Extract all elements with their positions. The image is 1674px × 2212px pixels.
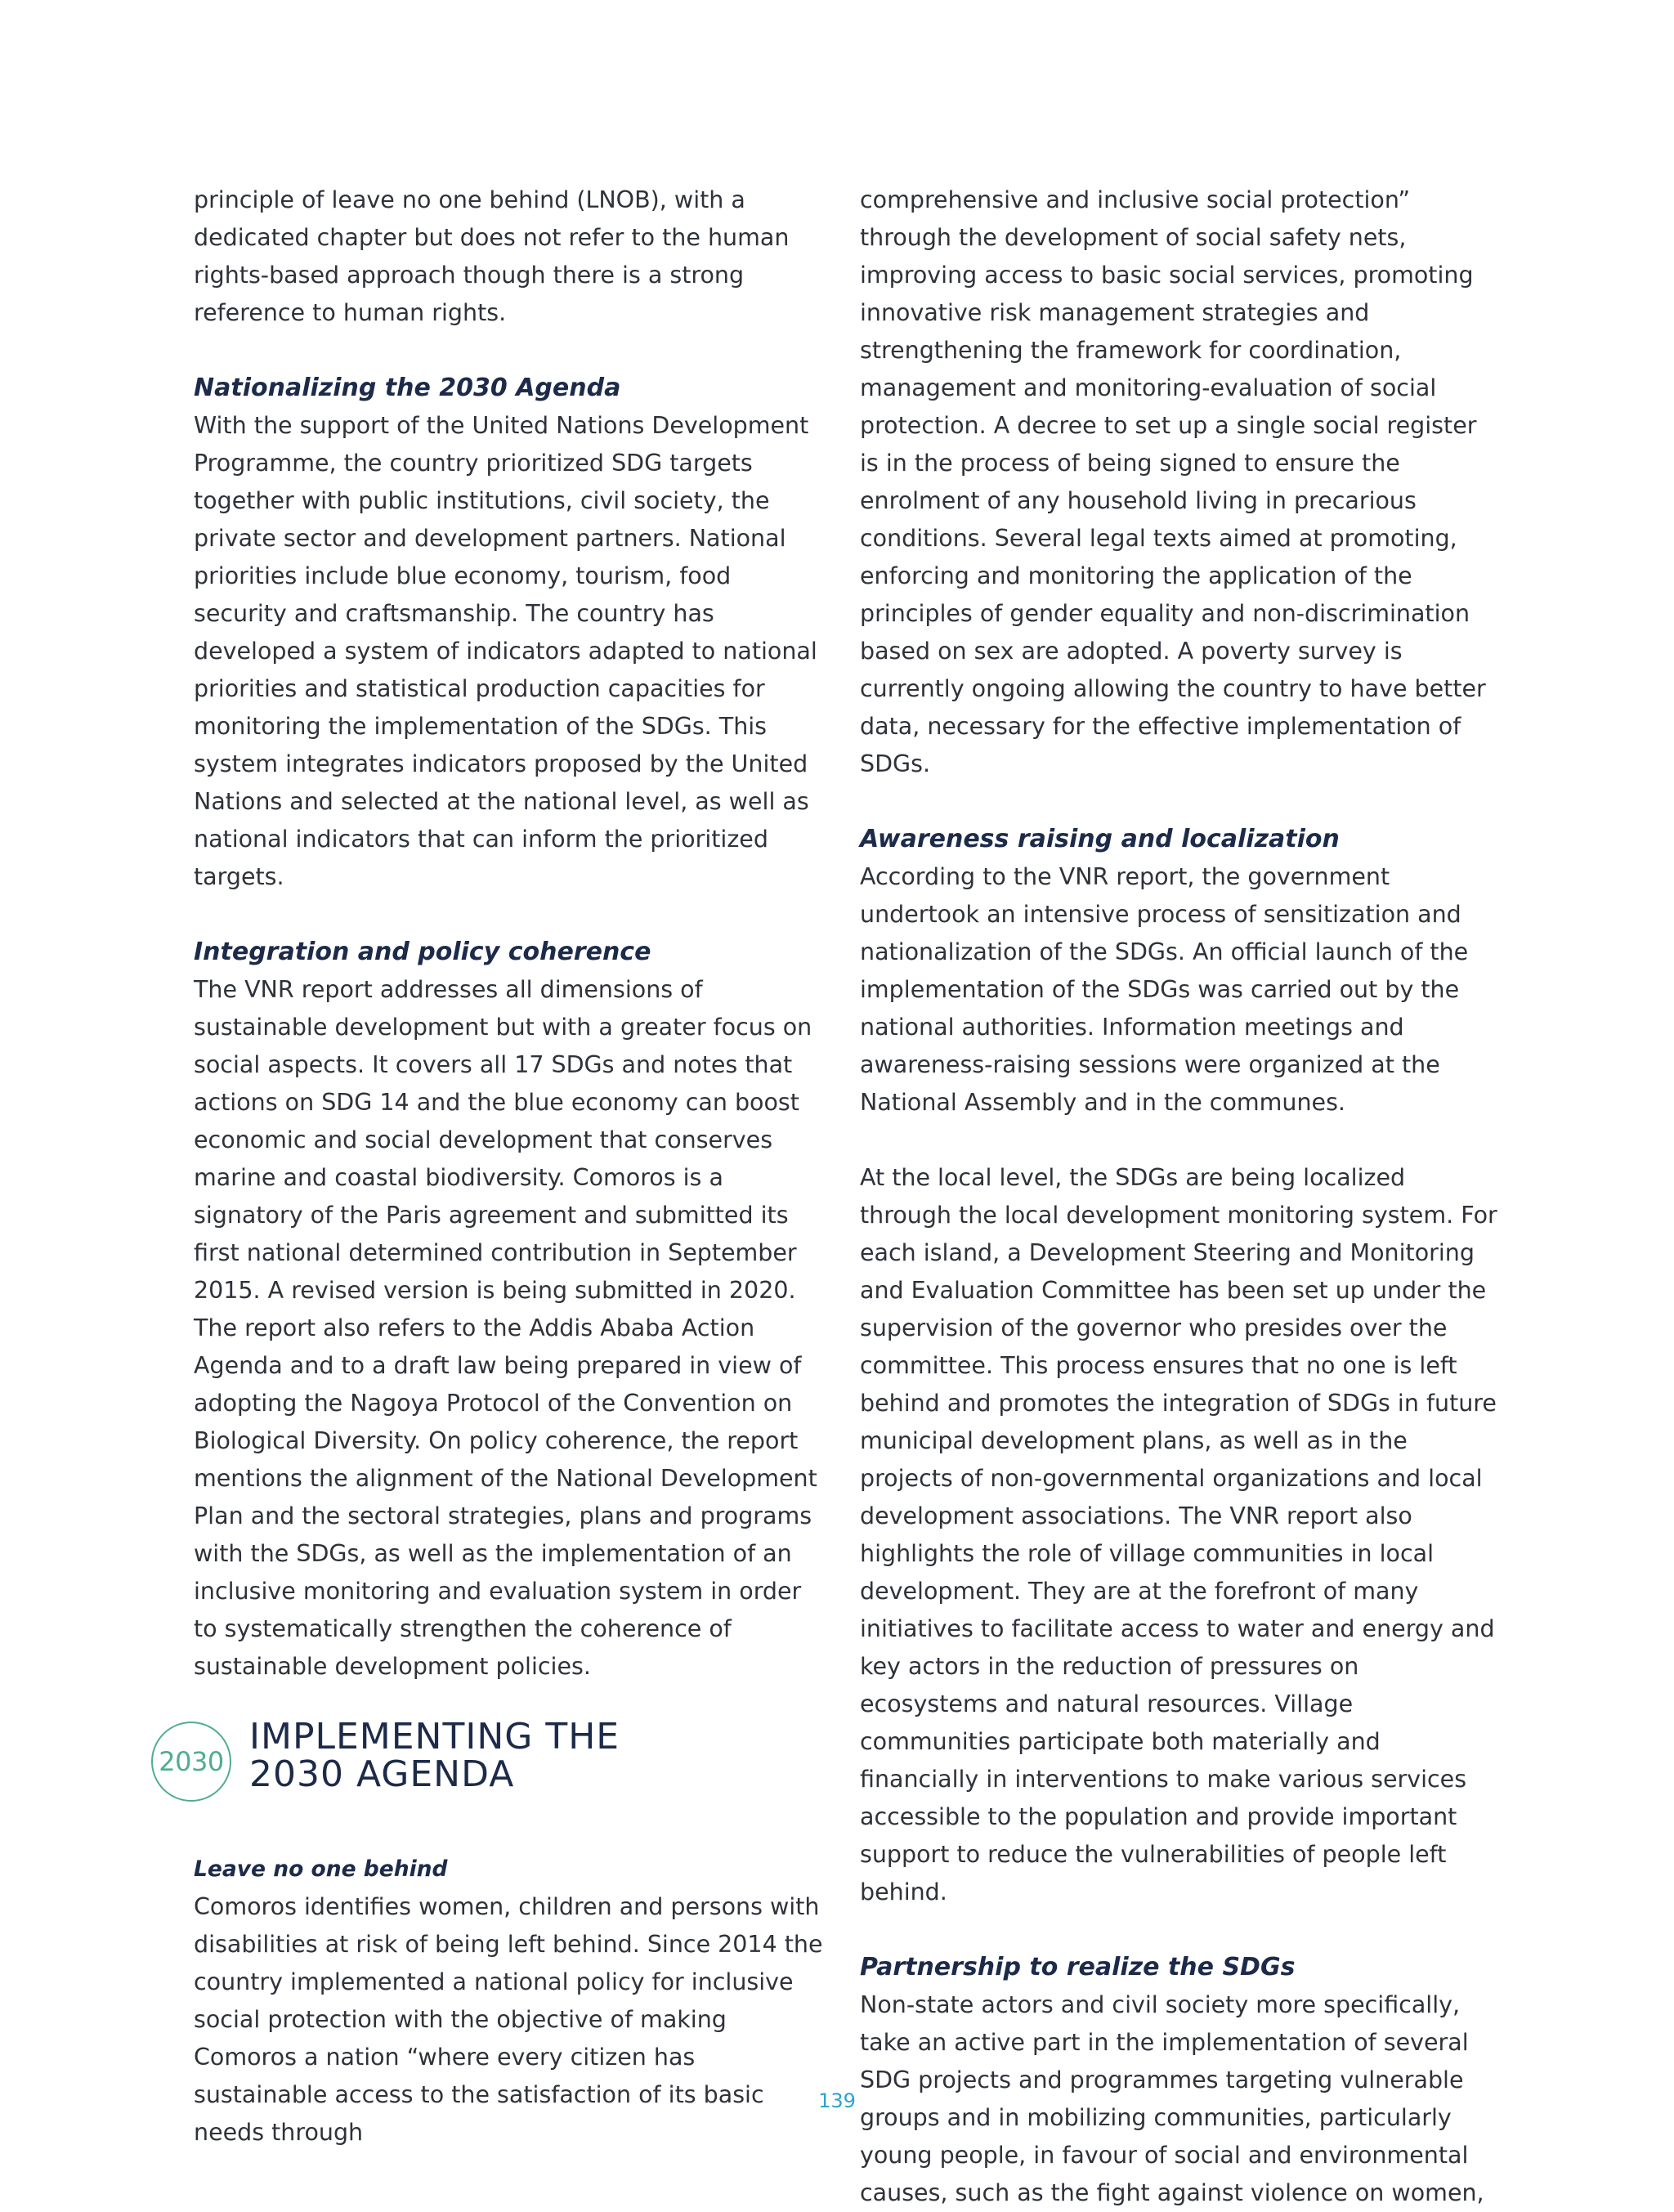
social-protection-paragraph: comprehensive and inclusive social protection” through the development of social safety nets, improving access to basic social services, promoting innovative risk management strategies and strengthening the framework for coordination, management and monitoring-evaluation of social protection. A decree to set up a single social register is in the process of being signed to ensure the enrolment of any household living in precarious conditions. Several legal texts aimed at promoting, enforcing and monitoring the application of the principles of gender equality and non-discrimination based on sex are adopted. A poverty survey is currently ongoing allowing the country to have better data, necessary for the effective implementation of SDGs. — [860, 186, 1486, 777]
lnob-heading: Leave no one behind — [194, 1856, 448, 1882]
left-column — [159, 181, 831, 2152]
integration-heading: Integration and policy coherence — [194, 938, 651, 966]
lnob-paragraph: Comoros identifies women, children and persons with disabilities at risk of being left behind. Since 2014 the country implemented a national policy for inclusive social protection with the objective of making Comoros a nation “where every citizen has sustainable access to the satisfaction of its basic needs through — [194, 1893, 823, 2146]
integration-paragraph: The VNR report addresses all dimensions of sustainable development but with a greater focus on social aspects. It covers all 17 SDGs and notes that actions on SDG 14 and the blue economy can boost economic and social development that conserves marine and coastal biodiversity. Comoros is a signatory of the Paris agreement and submitted its first national determined contribution in September 2015. A revised version is being submitted in 2020. The report also refers to the Addis Ababa Action Agenda and to a draft law being prepared in view of adopting the Nagoya Protocol of the Convention on Biological Diversity. On policy coherence, the report mentions the alignment of the National Development Plan and the sectoral strategies, plans and programs with the SDGs, as well as the implementation of an inclusive monitoring and evaluation system in order to systematically strengthen the coherence of sustainable development policies. — [194, 976, 817, 1680]
right-column — [860, 181, 1497, 2212]
awareness-paragraph: According to the VNR report, the government undertook an intensive process of sensitization and nationalization of the SDGs. An official launch of the implementation of the SDGs was carried out by the national authorities. Information meetings and awareness-raising sessions were organized at the National Assembly and in the communes. — [860, 863, 1469, 1116]
local-level-paragraph: At the local level, the SDGs are being localized through the local development monitoring system. For each island, a Development Steering and Monitoring and Evaluation Committee has been set up under the supervision of the governor who presides over the committee. This process ensures that no one is left behind and promotes the integration of SDGs in future municipal development plans, as well as in the projects of non-governmental organizations and local development associations. The VNR report also highlights the role of village communities in local development. They are at the forefront of many initiatives to facilitate access to water and energy and key actors in the reduction of pressures on ecosystems and natural resources. Village communities participate both materially and financially in interventions to make various services accessible to the population and provide important support to reduce the vulnerabilities of people left behind. — [860, 1164, 1497, 1905]
awareness-heading: Awareness raising and localization — [860, 825, 1340, 853]
section-title: IMPLEMENTING THE 2030 AGENDA — [249, 1716, 620, 1795]
partnership-heading: Partnership to realize the SDGs — [860, 1953, 1296, 1981]
implementing-section-heading — [151, 1718, 831, 1808]
nationalizing-paragraph: With the support of the United Nations Development Programme, the country prioritized SDG targets together with public institutions, civil society, the private sector and development partners. National priorities include blue economy, tourism, food security and craftsmanship. The country has developed a system of indicators adapted to national priorities and statistical production capacities for monitoring the implementation of the SDGs. This system integrates indicators proposed by the United Nations and selected at the national level, as well as national indicators that can inform the prioritized targets. — [194, 412, 817, 890]
intro-paragraph: principle of leave no one behind (LNOB), with a dedicated chapter but does not refer to the human rights-based approach though there is a strong reference to human rights. — [194, 186, 790, 326]
2030-badge-icon: 2030 — [151, 1722, 231, 1802]
nationalizing-heading: Nationalizing the 2030 Agenda — [194, 374, 621, 402]
partnership-paragraph: Non-state actors and civil society more specifically, take an active part in the implementation of several SDG projects and programmes targeting vulnerable groups and in mobilizing communities, particularly young people, in favour of social and environmental causes, such as the fight against violence on women, — [860, 1991, 1484, 2206]
page-number: 139 — [818, 2089, 856, 2112]
